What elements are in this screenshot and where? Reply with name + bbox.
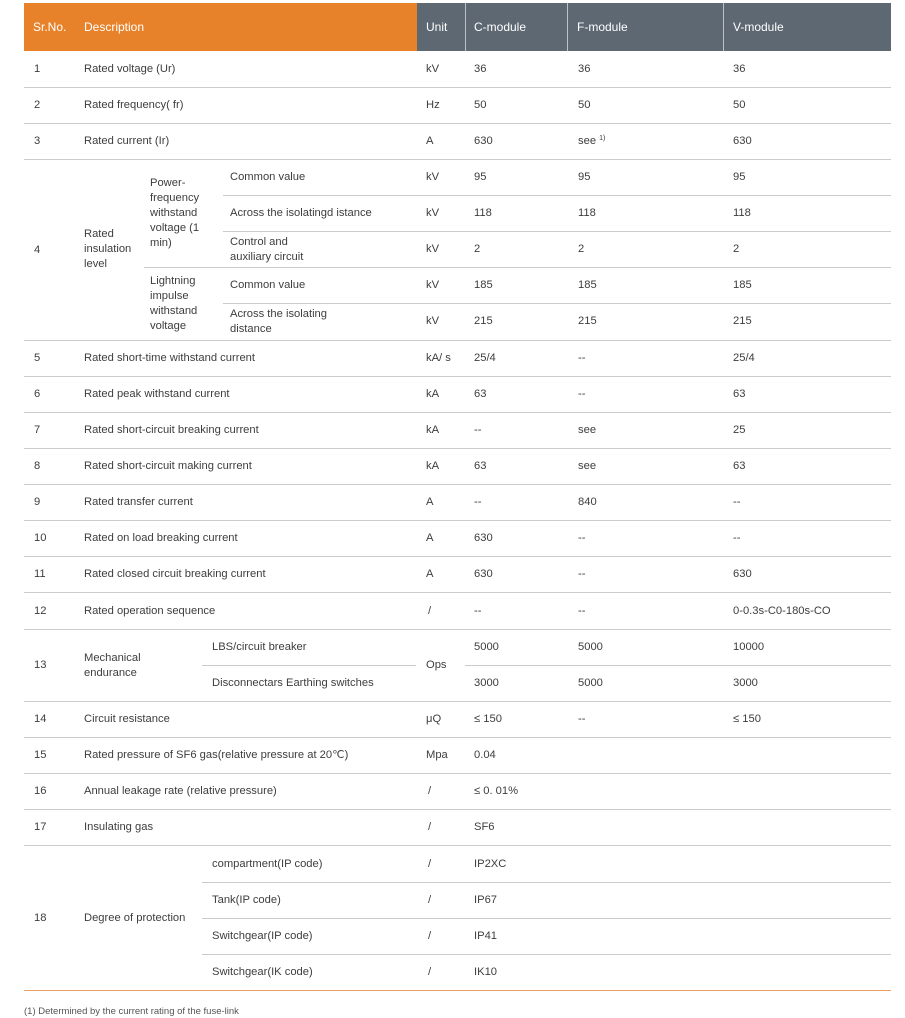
row-rule	[24, 159, 891, 160]
row-18-sub-c: IK10	[474, 966, 498, 978]
row-7-c: --	[474, 424, 482, 436]
row-13-no: 13	[34, 659, 47, 671]
row-13-sub-v: 10000	[733, 641, 765, 653]
row-18-sub-unit: /	[428, 930, 432, 942]
row-14-v: ≤ 150	[733, 713, 761, 725]
header-unit: Unit	[426, 20, 448, 34]
row-12-unit: /	[428, 605, 432, 617]
row-rule	[24, 123, 891, 124]
row-1-desc: Rated voltage (Ur)	[84, 63, 176, 75]
row-10-f: --	[578, 532, 586, 544]
row-18-group: Degree of protection	[84, 912, 186, 924]
row-7-v: 25	[733, 424, 746, 436]
row-12-v: 0-0.3s-C0-180s-CO	[733, 605, 831, 617]
row-4-sub-f: 118	[578, 207, 596, 219]
row-rule	[24, 376, 891, 377]
row-6-unit: kA	[426, 388, 440, 400]
footnote: (1) Determined by the current rating of the fuse-link	[24, 1006, 239, 1017]
row-15-no: 15	[34, 749, 47, 761]
row-12-f: --	[578, 605, 586, 617]
row-6-desc: Rated peak withstand current	[84, 388, 230, 400]
row-18-sub-c: IP2XC	[474, 858, 507, 870]
header-orange-band	[24, 3, 417, 51]
row-4-sub-v: 215	[733, 315, 752, 327]
row-9-desc: Rated transfer current	[84, 496, 193, 508]
header-divider-2	[567, 3, 568, 51]
row-rule	[24, 737, 891, 738]
row-11-f: --	[578, 568, 586, 580]
row-4-sub-f: 2	[578, 243, 585, 255]
row-8-c: 63	[474, 460, 487, 472]
row-4-sub-v: 95	[733, 171, 746, 183]
row-3-unit: A	[426, 135, 434, 147]
row-12-no: 12	[34, 605, 47, 617]
row-4-no: 4	[34, 244, 41, 256]
row-18-sub-unit: /	[428, 894, 432, 906]
row-4-sub-v: 118	[733, 207, 751, 219]
row-2-unit: Hz	[426, 99, 440, 111]
row-13-sub-v: 3000	[733, 677, 758, 689]
header-c-module: C-module	[474, 20, 527, 34]
row-rule	[202, 665, 416, 666]
row-4-pf-label: Power-frequency withstand voltage (1 min)	[150, 177, 200, 249]
row-rule	[24, 556, 891, 557]
row-6-v: 63	[733, 388, 746, 400]
row-14-no: 14	[34, 713, 47, 725]
header-f-module: F-module	[577, 20, 628, 34]
row-17-unit: /	[428, 821, 432, 833]
row-13-sub-desc: Disconnectars Earthing switches	[212, 677, 374, 689]
row-13-unit: Ops	[426, 659, 447, 671]
footnote-ref: 1)	[599, 135, 606, 142]
row-5-c: 25/4	[474, 352, 496, 364]
row-3-v: 630	[733, 135, 752, 147]
row-rule	[24, 448, 891, 449]
row-rule	[24, 845, 891, 846]
row-2-f: 50	[578, 99, 591, 111]
row-15-unit: Mpa	[426, 749, 448, 761]
row-18-no: 18	[34, 912, 47, 924]
row-4-sub-unit: kV	[426, 207, 440, 219]
row-4-sub-desc: Control and auxiliary circuit	[230, 236, 304, 263]
row-5-unit: kA/ s	[426, 352, 451, 364]
row-13-group: Mechanical endurance	[84, 652, 141, 679]
row-9-no: 9	[34, 496, 41, 508]
row-11-no: 11	[34, 568, 46, 580]
header-v-module: V-module	[733, 20, 784, 34]
row-rule	[223, 195, 891, 196]
header-divider-1	[465, 3, 466, 51]
row-4-sub-f: 185	[578, 279, 597, 291]
row-rule	[223, 303, 891, 304]
row-4-sub-desc: Common value	[230, 171, 306, 183]
row-10-no: 10	[34, 532, 47, 544]
row-9-c: --	[474, 496, 482, 508]
row-2-no: 2	[34, 99, 41, 111]
row-5-f: --	[578, 352, 586, 364]
row-rule	[202, 918, 891, 919]
row-rule	[24, 412, 891, 413]
row-9-unit: A	[426, 496, 434, 508]
row-4-sub-unit: kV	[426, 315, 440, 327]
row-13-sub-desc: LBS/circuit breaker	[212, 641, 307, 653]
row-6-no: 6	[34, 388, 41, 400]
row-5-no: 5	[34, 352, 41, 364]
row-10-desc: Rated on load breaking current	[84, 532, 238, 544]
row-1-c: 36	[474, 63, 487, 75]
row-rule	[202, 882, 891, 883]
row-7-no: 7	[34, 424, 41, 436]
row-14-f: --	[578, 713, 586, 725]
row-11-c: 630	[474, 568, 493, 580]
row-18-sub-desc: Switchgear(IP code)	[212, 930, 313, 942]
row-9-f: 840	[578, 496, 597, 508]
row-5-v: 25/4	[733, 352, 755, 364]
row-7-unit: kA	[426, 424, 440, 436]
row-10-c: 630	[474, 532, 493, 544]
row-3-f-value: see	[578, 135, 597, 147]
row-14-unit: μQ	[426, 713, 442, 725]
row-4-sub-desc: Across the isolating distance	[230, 308, 328, 335]
row-rule	[202, 954, 891, 955]
row-4-sub-c: 215	[474, 315, 493, 327]
row-1-v: 36	[733, 63, 746, 75]
row-15-desc: Rated pressure of SF6 gas(relative pressure at 20℃)	[84, 749, 349, 761]
row-18-sub-c: IP67	[474, 894, 498, 906]
row-17-desc: Insulating gas	[84, 821, 154, 833]
row-4-sub-v: 2	[733, 243, 740, 255]
header-description: Description	[84, 20, 145, 34]
row-6-c: 63	[474, 388, 487, 400]
row-18-sub-unit: /	[428, 858, 432, 870]
row-4-sub-v: 185	[733, 279, 752, 291]
row-10-unit: A	[426, 532, 434, 544]
row-rule	[24, 701, 891, 702]
row-rule	[144, 267, 891, 268]
row-4-sub-c: 118	[474, 207, 492, 219]
row-13-sub-f: 5000	[578, 641, 603, 653]
header-srno: Sr.No.	[33, 20, 67, 34]
row-4-sub-desc: Common value	[230, 279, 306, 291]
row-12-desc: Rated operation sequence	[84, 605, 216, 617]
row-12-c: --	[474, 605, 482, 617]
row-rule	[465, 665, 891, 666]
row-11-unit: A	[426, 568, 434, 580]
header-divider-3	[723, 3, 724, 51]
row-4-sub-unit: kV	[426, 243, 440, 255]
row-18-sub-c: IP41	[474, 930, 498, 942]
row-13-sub-f: 5000	[578, 677, 603, 689]
table-bottom-rule	[24, 990, 891, 991]
row-1-no: 1	[34, 63, 41, 75]
row-2-v: 50	[733, 99, 746, 111]
row-18-sub-unit: /	[428, 966, 432, 978]
row-16-no: 16	[34, 785, 47, 797]
row-3-f	[578, 134, 605, 149]
row-rule	[24, 592, 891, 593]
row-7-f: see	[578, 424, 597, 436]
row-3-no: 3	[34, 135, 41, 147]
row-4-sub-desc: Across the isolatingd istance	[230, 207, 372, 219]
row-rule	[24, 484, 891, 485]
row-6-f: --	[578, 388, 586, 400]
row-14-c: ≤ 150	[474, 713, 502, 725]
row-16-unit: /	[428, 785, 432, 797]
row-4-sub-f: 95	[578, 171, 591, 183]
row-17-c: SF6	[474, 821, 495, 833]
row-rule	[24, 520, 891, 521]
row-3-c: 630	[474, 135, 493, 147]
row-rule	[24, 340, 891, 341]
row-4-sub-f: 215	[578, 315, 597, 327]
row-4-sub-c: 95	[474, 171, 487, 183]
row-11-v: 630	[733, 568, 752, 580]
row-4-sub-unit: kV	[426, 279, 440, 291]
row-8-no: 8	[34, 460, 41, 472]
row-11-desc: Rated closed circuit breaking current	[84, 568, 266, 580]
row-5-desc: Rated short-time withstand current	[84, 352, 255, 364]
row-8-unit: kA	[426, 460, 440, 472]
row-4-sub-c: 185	[474, 279, 493, 291]
row-7-desc: Rated short-circuit breaking current	[84, 424, 259, 436]
row-4-sub-c: 2	[474, 243, 481, 255]
row-8-f: see	[578, 460, 597, 472]
row-8-desc: Rated short-circuit making current	[84, 460, 252, 472]
row-16-desc: Annual leakage rate (relative pressure)	[84, 785, 277, 797]
row-rule	[24, 629, 891, 630]
row-4-group: Rated insulation level	[84, 228, 132, 270]
row-17-no: 17	[34, 821, 47, 833]
row-16-c: ≤ 0. 01%	[474, 785, 519, 797]
row-rule	[24, 773, 891, 774]
row-13-sub-c: 5000	[474, 641, 499, 653]
row-3-desc: Rated current (Ir)	[84, 135, 170, 147]
row-4-li-label: Lightning impulse withstand voltage	[150, 275, 198, 332]
row-4-sub-unit: kV	[426, 171, 440, 183]
row-9-v: --	[733, 496, 741, 508]
row-13-sub-c: 3000	[474, 677, 499, 689]
row-10-v: --	[733, 532, 741, 544]
row-2-desc: Rated frequency( fr)	[84, 99, 184, 111]
row-18-sub-desc: Tank(IP code)	[212, 894, 281, 906]
row-18-sub-desc: Switchgear(IK code)	[212, 966, 313, 978]
row-14-desc: Circuit resistance	[84, 713, 170, 725]
row-18-sub-desc: compartment(IP code)	[212, 858, 323, 870]
row-2-c: 50	[474, 99, 487, 111]
row-rule	[223, 231, 891, 232]
row-rule	[24, 87, 891, 88]
row-rule	[24, 809, 891, 810]
row-1-f: 36	[578, 63, 591, 75]
row-1-unit: kV	[426, 63, 440, 75]
row-15-c: 0.04	[474, 749, 496, 761]
row-8-v: 63	[733, 460, 746, 472]
